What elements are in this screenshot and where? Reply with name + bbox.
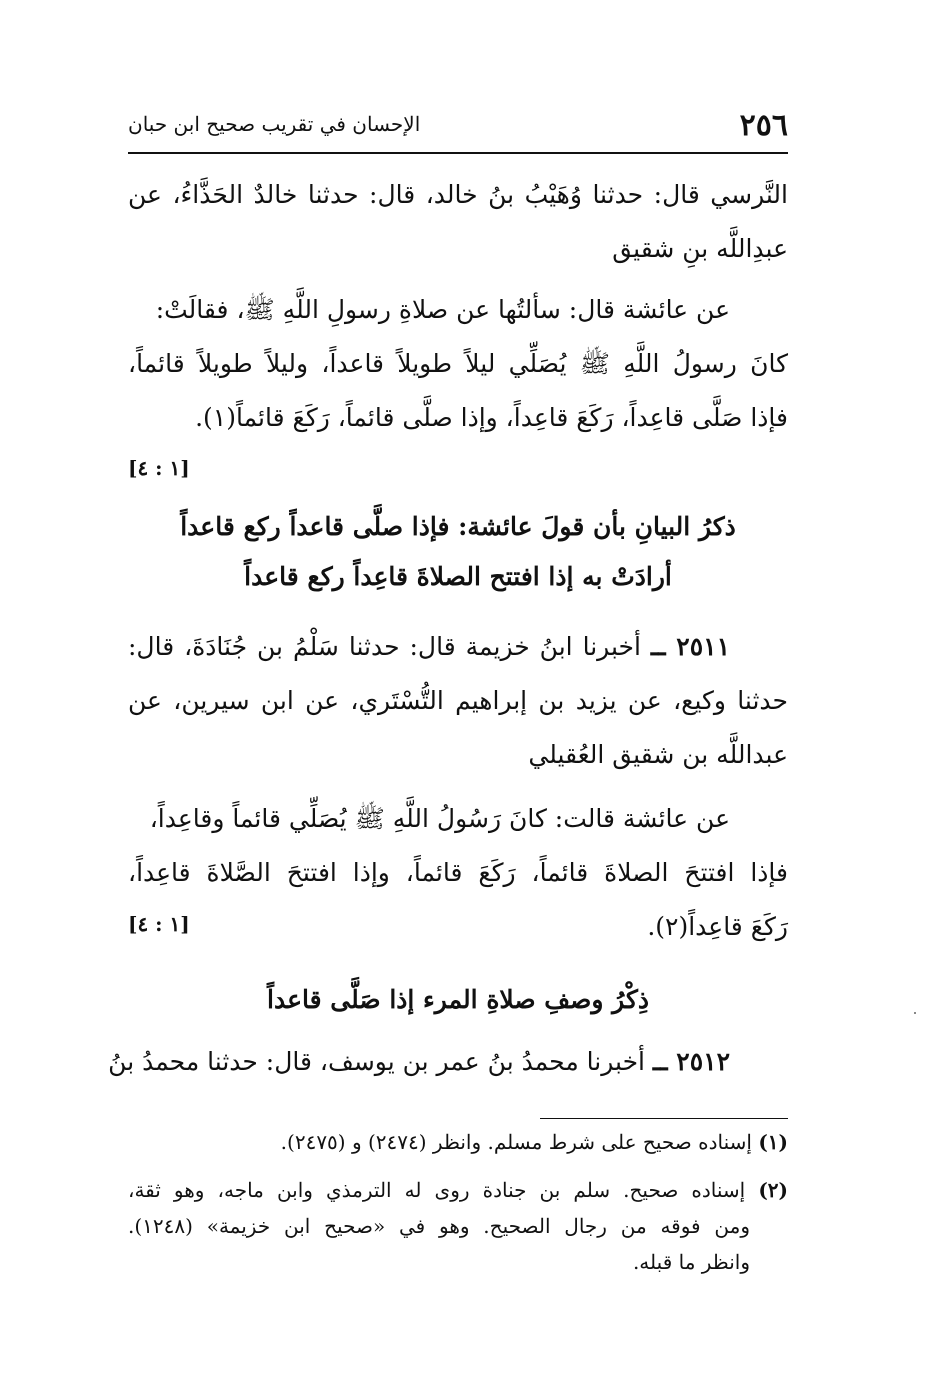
- reference-marker: [١ : ٤]: [128, 912, 190, 936]
- page-number: ٢٥٦: [739, 108, 788, 143]
- footnote-line: ومن فوقه من رجال الصحيح. وهو في «صحيح ابن خزيمة» (١٢٤٨).: [128, 1214, 750, 1238]
- text-line: عبدِاللَّه بنِ شقيق: [612, 234, 788, 263]
- hadith-text-2: [128, 792, 788, 954]
- footnote-line: [128, 1172, 788, 1208]
- section-heading-2: [128, 975, 788, 1025]
- text-line-content: أخبرنا محمدُ بنُ عمر بن يوسف، قال: حدثنا محمدُ بنُ: [108, 1047, 645, 1076]
- footnote-line: [128, 1124, 788, 1160]
- running-title: الإحسان في تقريب صحيح ابن حبان: [128, 112, 421, 136]
- scan-speck: [914, 1012, 916, 1014]
- hadith-text-1: [128, 283, 788, 445]
- heading-line: ذِكْرُ وصفِ صلاةِ المرء إذا صَلَّى قاعداً: [267, 985, 649, 1014]
- footnote-text: إسناده صحيح على شرط مسلم. وانظر (٢٤٧٤) و (٢٤٧٥).: [280, 1130, 752, 1154]
- page-header: [128, 108, 788, 148]
- footnote-1: [128, 1124, 788, 1160]
- chain-paragraph-1: [128, 168, 788, 276]
- section-heading-1: [128, 502, 788, 602]
- reference-marker: [١ : ٤]: [128, 456, 190, 480]
- heading-line: أرادَتْ به إذا افتتح الصلاةَ قاعِداً ركع قاعداً: [244, 562, 672, 591]
- footnote-text: إسناده صحيح. سلم بن جنادة روى له الترمذي وابن ماجه، وهو ثقة،: [128, 1178, 746, 1202]
- text-line: فإذا افتتحَ الصلاةَ قائماً، رَكَعَ قائماً، وإذا افتتحَ الصَّلاةَ قاعِداً،: [128, 858, 788, 887]
- text-line: [108, 1035, 788, 1089]
- footnote-2: [128, 1172, 788, 1280]
- footnote-line: وانظر ما قبله.: [632, 1250, 750, 1274]
- text-line: عن عائشة قال: سألتُها عن صلاةِ رسولِ اللَّهِ ﷺ، فقالَتْ:: [155, 295, 730, 324]
- text-line: عن عائشة قالت: كانَ رَسُولُ اللَّهِ ﷺ يُصَلِّي قائماً وقاعِداً،: [149, 804, 730, 833]
- footnote-rule: [540, 1118, 788, 1119]
- footnote-number: (٢): [758, 1178, 789, 1202]
- text-line: فإذا صَلَّى قاعِداً، رَكَعَ قاعِداً، وإذا صلَّى قائماً، رَكَعَ قائماً(١).: [195, 403, 788, 432]
- text-line: رَكَعَ قاعِداً(٢).: [647, 912, 788, 941]
- footnotes: [128, 1124, 788, 1280]
- header-rule: [128, 152, 788, 154]
- hadith-number: ٢٥١١ ــ: [650, 632, 730, 661]
- text-line: [128, 620, 788, 674]
- heading-line: ذكرُ البيانِ بأن قولَ عائشة: فإذا صلَّى قاعداً ركع قاعداً: [180, 512, 736, 541]
- text-line: كانَ رسولُ اللَّهِ ﷺ يُصَلِّي ليلاً طويلاً قاعداً، وليلاً طويلاً قائماً،: [128, 349, 788, 378]
- text-line-content: أخبرنا ابنُ خزيمة قال: حدثنا سَلْمُ بن جُنَادَةَ، قال:: [128, 632, 641, 661]
- text-line: النَّرسي قال: حدثنا وُهَيْبُ بنُ خالد، قال: حدثنا خالدٌ الحَذَّاءُ، عن: [128, 180, 788, 209]
- hadith-2512-chain: [108, 1035, 788, 1089]
- text-line: حدثنا وكيع، عن يزيد بن إبراهيم التُّسْتَري، عن ابن سيرين، عن: [128, 686, 788, 715]
- hadith-2511-chain: [128, 620, 788, 782]
- text-line: عبداللَّه بن شقيق العُقيلي: [528, 740, 788, 769]
- footnote-number: (١): [758, 1130, 788, 1154]
- hadith-number: ٢٥١٢ ــ: [652, 1047, 730, 1076]
- book-page: [108, 0, 789, 1377]
